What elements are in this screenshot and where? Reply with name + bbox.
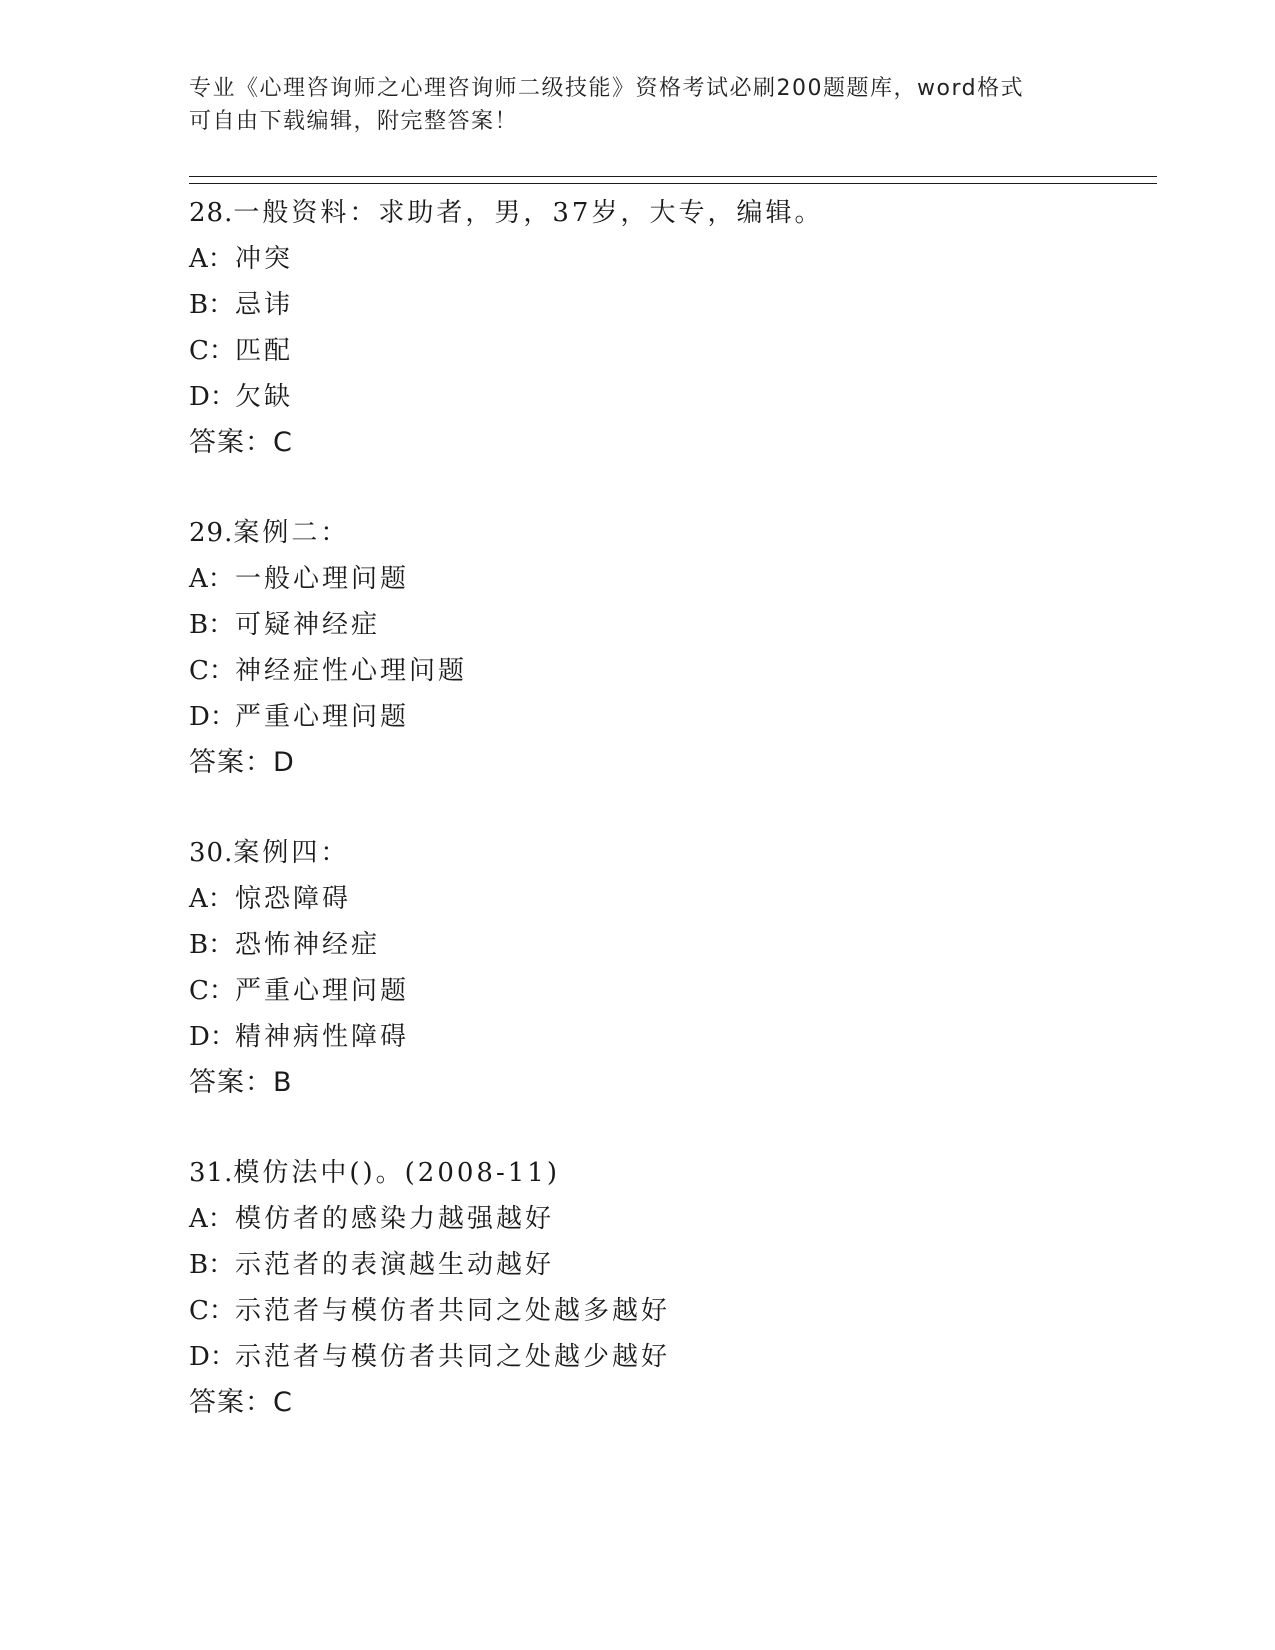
- option-letter: B：: [189, 930, 235, 960]
- option-text: 严重心理问题: [235, 702, 410, 732]
- option-d: [189, 694, 1139, 740]
- option-a: [189, 556, 1139, 602]
- question-text: 案例二：: [233, 518, 350, 548]
- header-divider-bottom: [189, 183, 1157, 184]
- option-letter: A：: [189, 1204, 234, 1234]
- option-letter: C：: [189, 656, 235, 686]
- answer-line: 答案：B: [189, 1067, 293, 1098]
- option-letter: D：: [189, 1022, 236, 1052]
- question-30: [189, 830, 1139, 1106]
- document-header: [189, 72, 1089, 138]
- question-text: 一般资料：求助者，男，37岁，大专，编辑。: [233, 198, 824, 228]
- option-letter: D：: [189, 382, 236, 412]
- option-letter: B：: [189, 610, 235, 640]
- option-b: [189, 1242, 1139, 1288]
- option-c: [189, 968, 1139, 1014]
- option-d: [189, 374, 1139, 420]
- option-text: 恐怖神经症: [235, 930, 381, 960]
- question-number: 30.: [189, 838, 234, 868]
- question-stem: [189, 830, 1139, 876]
- option-text: 忌讳: [235, 290, 294, 320]
- option-letter: A：: [189, 564, 234, 594]
- option-letter: A：: [189, 884, 234, 914]
- option-text: 严重心理问题: [235, 976, 410, 1006]
- option-d: [189, 1014, 1139, 1060]
- header-divider-top: [189, 176, 1157, 177]
- option-text: 匹配: [235, 336, 294, 366]
- question-28: [189, 190, 1139, 466]
- option-letter: A：: [189, 244, 234, 274]
- option-d: [189, 1334, 1139, 1380]
- option-text: 精神病性障碍: [235, 1022, 410, 1052]
- option-c: [189, 328, 1139, 374]
- option-letter: B：: [189, 290, 235, 320]
- option-a: [189, 876, 1139, 922]
- option-text: 神经症性心理问题: [235, 656, 468, 686]
- option-letter: D：: [189, 1342, 236, 1372]
- option-a: [189, 1196, 1139, 1242]
- option-letter: C：: [189, 976, 235, 1006]
- option-c: [189, 1288, 1139, 1334]
- question-number: 28.: [189, 198, 234, 228]
- option-letter: C：: [189, 336, 235, 366]
- option-text: 欠缺: [235, 382, 294, 412]
- question-29: [189, 510, 1139, 786]
- option-text: 一般心理问题: [235, 564, 410, 594]
- answer-line: 答案：D: [189, 747, 295, 778]
- option-text: 示范者与模仿者共同之处越少越好: [235, 1342, 671, 1372]
- question-text: 案例四：: [233, 838, 350, 868]
- header-line-1: 专业《心理咨询师之心理咨询师二级技能》资格考试必刷200题题库，word格式: [189, 76, 1025, 101]
- option-text: 可疑神经症: [235, 610, 381, 640]
- question-stem: [189, 1150, 1139, 1196]
- question-31: [189, 1150, 1139, 1426]
- option-b: [189, 922, 1139, 968]
- question-list: [189, 190, 1139, 1470]
- option-text: 惊恐障碍: [235, 884, 352, 914]
- question-stem: [189, 510, 1139, 556]
- option-text: 示范者的表演越生动越好: [235, 1250, 555, 1280]
- option-letter: C：: [189, 1296, 235, 1326]
- option-b: [189, 282, 1139, 328]
- option-letter: B：: [189, 1250, 235, 1280]
- question-stem: [189, 190, 1139, 236]
- header-line-2: 可自由下载编辑，附完整答案！: [189, 109, 519, 134]
- option-text: 冲突: [235, 244, 294, 274]
- option-letter: D：: [189, 702, 236, 732]
- question-number: 29.: [189, 518, 234, 548]
- option-b: [189, 602, 1139, 648]
- answer-line: 答案：C: [189, 1387, 293, 1418]
- option-text: 示范者与模仿者共同之处越多越好: [235, 1296, 671, 1326]
- question-number: 31.: [189, 1158, 234, 1188]
- option-text: 模仿者的感染力越强越好: [235, 1204, 555, 1234]
- option-a: [189, 236, 1139, 282]
- option-c: [189, 648, 1139, 694]
- answer-line: 答案：C: [189, 427, 293, 458]
- question-text: 模仿法中()。(2008-11): [233, 1158, 560, 1188]
